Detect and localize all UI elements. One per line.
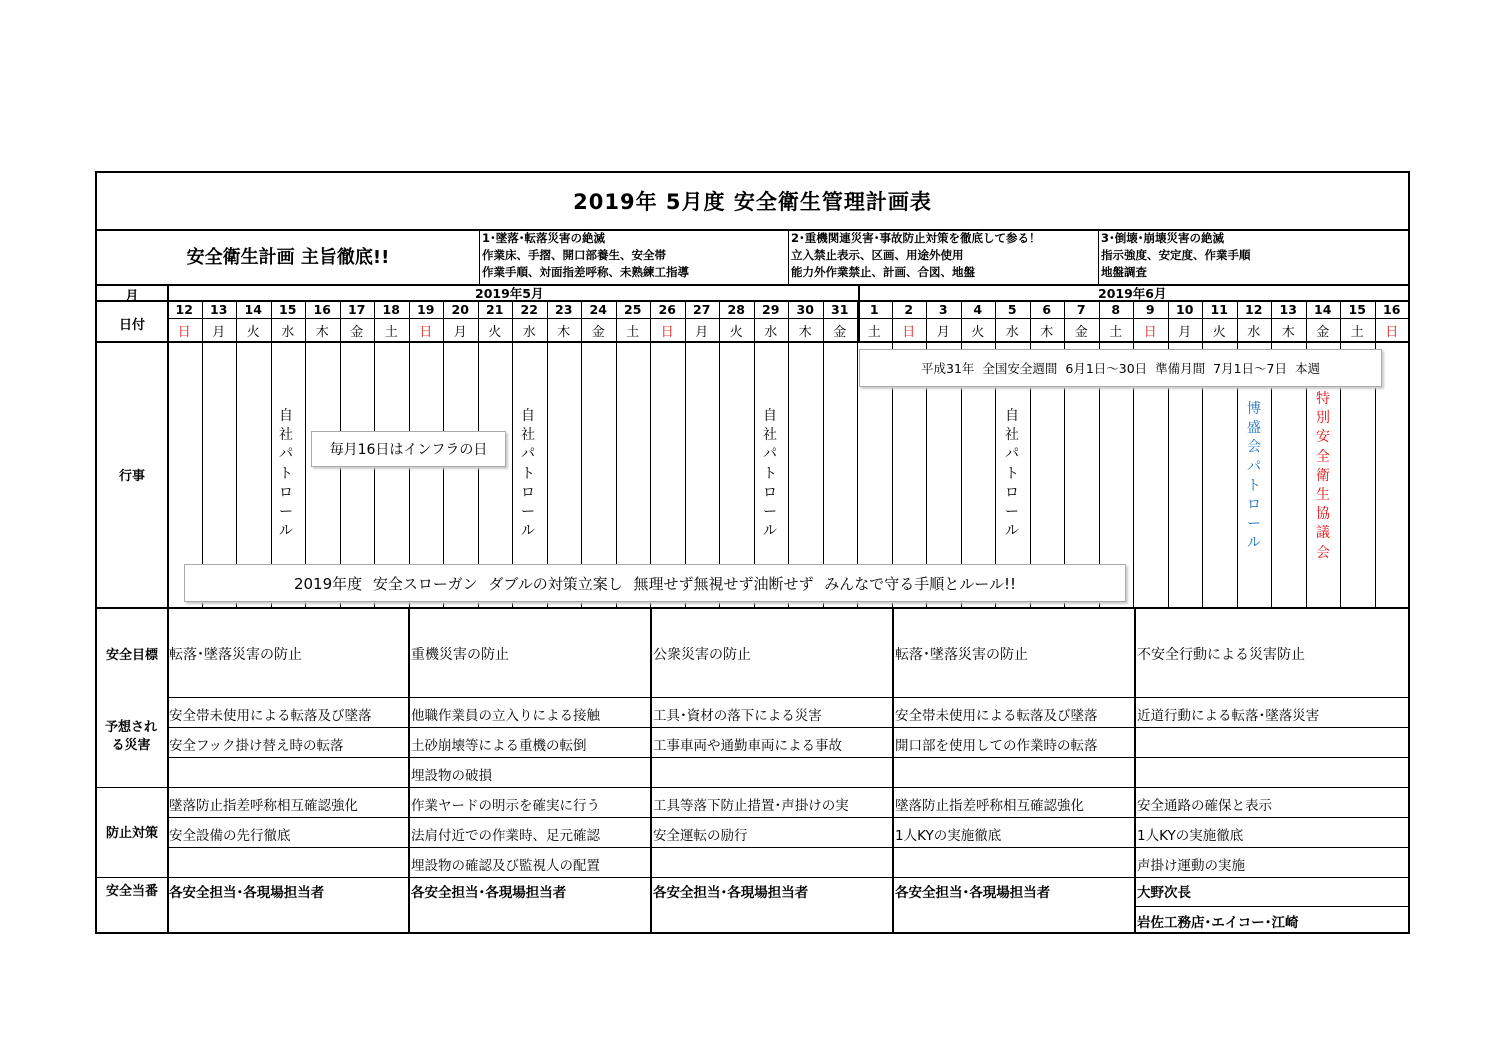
expected-disaster-text: 土砂崩壊等による重機の転倒: [411, 738, 587, 754]
day-number: 20: [451, 302, 469, 317]
day-number: 22: [520, 302, 538, 317]
day-weekday: 月: [453, 325, 467, 340]
duty-text: 各安全担当･各現場担当者: [653, 885, 809, 901]
day-weekday: 火: [1212, 325, 1226, 340]
expected-disaster-text: 近道行動による転落･墜落災害: [1137, 708, 1320, 724]
day-weekday: 木: [1281, 325, 1295, 340]
event-national-safety-week: 平成31年 全国安全週間 6月1日～30日 準備月間 7月1日～7日 本週: [859, 349, 1382, 387]
day-number: 12: [1245, 302, 1263, 317]
day-weekday: 火: [971, 325, 985, 340]
day-weekday: 月: [936, 325, 950, 340]
expected-disaster-text: 工事車両や通勤車両による事故: [653, 738, 842, 754]
prevention-text: 工具等落下防止措置･声掛けの実: [653, 798, 849, 814]
day-weekday: 木: [1040, 325, 1054, 340]
day-weekday: 水: [1247, 325, 1261, 340]
prevention-text: 安全通路の確保と表示: [1137, 798, 1272, 814]
day-number: 21: [486, 302, 504, 317]
duty-text: 各安全担当･各現場担当者: [169, 885, 325, 901]
day-number: 8: [1111, 302, 1121, 317]
label-prevention: 防止対策: [105, 826, 158, 841]
day-weekday: 土: [626, 325, 640, 340]
day-weekday: 月: [212, 325, 226, 340]
day-number: 18: [382, 302, 400, 317]
day-weekday: 日: [1385, 325, 1399, 340]
safety-goal-text: 重機災害の防止: [411, 647, 509, 663]
event-patrol-may15: 自社パトロール: [279, 408, 293, 540]
day-number: 1: [869, 302, 879, 317]
day-weekday: 木: [557, 325, 571, 340]
day-weekday: 木: [798, 325, 812, 340]
day-weekday: 金: [833, 325, 847, 340]
day-weekday: 水: [281, 325, 295, 340]
day-weekday: 日: [902, 325, 916, 340]
month-may: 2019年5月: [475, 286, 544, 301]
day-number: 23: [555, 302, 573, 317]
day-weekday: 金: [591, 325, 605, 340]
day-weekday: 日: [660, 325, 674, 340]
day-weekday: 水: [1005, 325, 1019, 340]
day-weekday: 金: [1316, 325, 1330, 340]
duty-text: 各安全担当･各現場担当者: [411, 885, 567, 901]
label-safety-goal: 安全目標: [105, 648, 158, 663]
day-weekday: 金: [350, 325, 364, 340]
duty-text: 岩佐工務店･エイコー･江崎: [1137, 915, 1299, 931]
day-weekday: 土: [1350, 325, 1364, 340]
expected-disaster-text: 開口部を使用しての作業時の転落: [895, 738, 1098, 754]
day-number: 13: [1279, 302, 1297, 317]
objective-3: 3･倒壊･崩壊災害の絶滅 指示強度、安定度、作業手順 地盤調査: [1101, 231, 1251, 279]
day-number: 29: [762, 302, 780, 317]
day-number: 5: [1007, 302, 1017, 317]
day-number: 24: [589, 302, 607, 317]
safety-goal-text: 転落･墜落災害の防止: [169, 647, 302, 663]
day-weekday: 日: [419, 325, 433, 340]
day-number: 6: [1042, 302, 1052, 317]
day-weekday: 火: [246, 325, 260, 340]
prevention-text: 安全運転の励行: [653, 828, 748, 844]
objective-2: 2･重機関連災害･事故防止対策を徹底して参る！ 立入禁止表示、区画、用途外使用 能力外作業禁止、計画、合図、地盤: [791, 231, 1041, 279]
day-weekday: 日: [1143, 325, 1157, 340]
day-weekday: 月: [695, 325, 709, 340]
day-number: 26: [658, 302, 676, 317]
event-infra-day: 毎月16日はインフラの日: [311, 431, 506, 467]
prevention-text: 1人KYの実施徹底: [895, 828, 1002, 844]
expected-disaster-text: 安全帯未使用による転落及び墜落: [169, 708, 372, 724]
expected-disaster-text: 工具･資材の落下による災害: [653, 708, 822, 724]
day-number: 30: [796, 302, 814, 317]
safety-goal-text: 不安全行動による災害防止: [1137, 647, 1305, 663]
event-patrol-jun5: 自社パトロール: [1005, 408, 1019, 540]
day-number: 7: [1076, 302, 1086, 317]
day-number: 11: [1210, 302, 1228, 317]
expected-disaster-text: 埋設物の破損: [411, 768, 492, 784]
month-june: 2019年6月: [1098, 286, 1167, 301]
day-number: 9: [1145, 302, 1155, 317]
prevention-text: 墜落防止指差呼称相互確認強化: [169, 798, 358, 814]
day-number: 15: [279, 302, 297, 317]
expected-disaster-text: 他職作業員の立入りによる接触: [411, 708, 600, 724]
plan-table: [95, 171, 1410, 934]
day-number: 31: [831, 302, 849, 317]
safety-goal-text: 転落･墜落災害の防止: [895, 647, 1028, 663]
safety-slogan: 2019年度 安全スローガン ダブルの対策立案し 無理せず無視せず油断せず みんなで守る手順とルール!!: [184, 564, 1126, 602]
prevention-text: 安全設備の先行徹底: [169, 828, 291, 844]
day-number: 27: [693, 302, 711, 317]
day-number: 4: [973, 302, 983, 317]
prevention-text: 埋設物の確認及び監視人の配置: [411, 858, 600, 874]
day-weekday: 木: [315, 325, 329, 340]
label-duty: 安全当番: [105, 884, 158, 899]
day-number: 16: [1383, 302, 1401, 317]
day-weekday: 日: [177, 325, 191, 340]
day-number: 15: [1348, 302, 1366, 317]
day-number: 19: [417, 302, 435, 317]
day-weekday: 金: [1074, 325, 1088, 340]
label-month: 月: [125, 289, 139, 304]
day-weekday: 土: [1109, 325, 1123, 340]
safety-goal-text: 公衆災害の防止: [653, 647, 751, 663]
prevention-text: 声掛け運動の実施: [1137, 858, 1245, 874]
day-number: 10: [1176, 302, 1194, 317]
day-weekday: 火: [488, 325, 502, 340]
day-weekday: 水: [522, 325, 536, 340]
prevention-text: 法肩付近での作業時、足元確認: [411, 828, 600, 844]
day-number: 12: [175, 302, 193, 317]
day-number: 13: [210, 302, 228, 317]
event-special-council: 特別安全衛生協議会: [1316, 391, 1330, 561]
day-weekday: 水: [764, 325, 778, 340]
day-weekday: 土: [384, 325, 398, 340]
label-events: 行事: [118, 469, 145, 484]
prevention-text: 墜落防止指差呼称相互確認強化: [895, 798, 1084, 814]
day-number: 14: [244, 302, 262, 317]
expected-disaster-text: 安全帯未使用による転落及び墜落: [895, 708, 1098, 724]
day-number: 14: [1314, 302, 1332, 317]
page-title: 2019年 5月度 安全衛生管理計画表: [573, 190, 932, 214]
prevention-text: 作業ヤードの明示を確実に行う: [411, 798, 600, 814]
event-hakuseikai-patrol: 博盛会パトロール: [1247, 401, 1261, 552]
objective-1: 1･墜落･転落災害の絶滅 作業床、手摺、開口部養生、安全帯 作業手順、対面指差呼称、未熟練工指導: [482, 231, 689, 279]
duty-text: 大野次長: [1137, 885, 1191, 901]
day-number: 17: [348, 302, 366, 317]
day-number: 16: [313, 302, 331, 317]
label-date: 日付: [118, 318, 145, 333]
day-weekday: 月: [1178, 325, 1192, 340]
day-weekday: 土: [867, 325, 881, 340]
day-weekday: 火: [729, 325, 743, 340]
prevention-text: 1人KYの実施徹底: [1137, 828, 1244, 844]
duty-text: 各安全担当･各現場担当者: [895, 885, 1051, 901]
event-patrol-may29: 自社パトロール: [763, 408, 777, 540]
event-patrol-may22: 自社パトロール: [521, 408, 535, 540]
day-number: 25: [624, 302, 642, 317]
subtitle: 安全衛生計画 主旨徹底!!: [186, 247, 390, 268]
day-number: 2: [904, 302, 914, 317]
day-number: 28: [727, 302, 745, 317]
day-number: 3: [938, 302, 948, 317]
label-expected-disaster: 予想される災害: [104, 720, 157, 753]
expected-disaster-text: 安全フック掛け替え時の転落: [169, 738, 344, 754]
